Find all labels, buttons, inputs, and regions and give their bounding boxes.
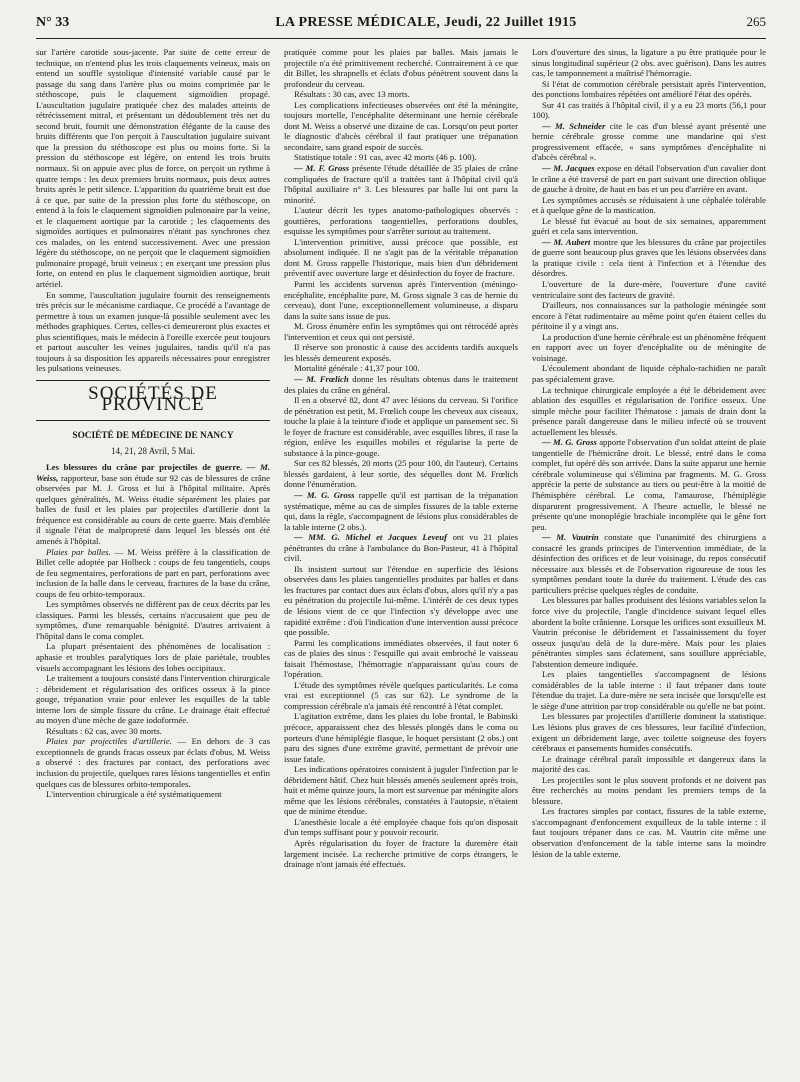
paragraph: Les projectiles sont le plus souvent profonds et ne doivent pas être recherchés au moins pendant les premiers temps de la blessure. bbox=[532, 774, 766, 806]
paragraph: Les plaies tangentielles s'accompagnent de lésions considérables de la table interne : il faut trépaner dans toute l'étendue du trajet. La dure-mère ne sera incisée que lorsqu'elle est le siège d'une attrition par trop considérable ou qu'elle ne bat point. bbox=[532, 669, 766, 711]
paragraph bbox=[284, 490, 518, 532]
paragraph: M. Gross énumère enfin les symptômes qui ont rétrocédé après l'intervention et ceux qui ont persisté. bbox=[284, 321, 518, 342]
section-rule-bottom bbox=[36, 420, 270, 421]
paragraph bbox=[36, 736, 270, 789]
paragraph: Statistique totale : 91 cas, avec 42 morts (46 p. 100). bbox=[294, 152, 477, 163]
paragraph bbox=[36, 547, 270, 600]
paragraph-text: expose en détail l'observation d'un cavalier dont le crâne a été traversé de part en part suivant une direction oblique de gauche à droite, de haut en bas et un peu d'arrière en avant. bbox=[532, 163, 766, 195]
journal-title: LA PRESSE MÉDICALE, Jeudi, 22 Juillet 1915 bbox=[275, 15, 577, 30]
page-number: 265 bbox=[746, 14, 766, 29]
paragraph bbox=[284, 374, 518, 395]
paragraph: La plupart présentaient des phénomènes de localisation : aphasie et troubles paralytiques lors de plaie pariétale, troubles visuels accompagnant les lésions des lobes occipitaux. bbox=[36, 641, 270, 673]
paragraph: La production d'une hernie cérébrale est un phénomène fréquent en rapport avec un foyer d'encéphalite ou de méningite de voisinage. bbox=[532, 331, 766, 363]
author-name: — M. Schneider bbox=[542, 120, 606, 131]
paragraph: Mortalité générale : 41,37 pour 100. bbox=[294, 363, 420, 374]
author-name: — M. Vautrin bbox=[542, 532, 599, 543]
paragraph bbox=[532, 532, 766, 595]
paragraph-text: — En dehors de 3 cas exceptionnels de grands fracas osseux par éclats d'obus, M. Weiss a observé : des fractures par contact, des perforations avec inclusion du projectile, quelques rares lésions tangentielles et enfin quelques cas de blessures orbito-temporales. bbox=[36, 736, 270, 789]
column-2 bbox=[284, 47, 518, 870]
paragraph: sur l'artère carotide sous-jacente. Par suite de cette erreur de technique, on n'entend plus les trois claquements veineux, mais on entend un souffle systolique d'intensité variable causé par le passage du sang dans l'artère plus ou moins comprimée par le stéthoscope, puis le claquement sigmoïdien propagé. L'auscultation jugulaire pratiquée chez des malades atteints de rétrécissement mitral, et présentant un dédoublement très net du second bruit, fournit une démonstration élégante de la cause des bruits différents que l'on perçoit à l'auscultation jugulaire suivant que la pression du stéthoscope est plus ou moins forte. Si la pression du stéthoscope est légère, on entend les trois bruits normaux. Si on appuie avec plus de force, on perçoit un rythme à quatre temps : les deux premiers bruits normaux, puis deux autres bruits après le petit silence. L'apparition du quatrième bruit est due à ce que, par suite de la pression plus forte du stéthoscope, on entend à la fois le claquement sigmoïdien pulmonaire par la veine, et le claquement aortique par la carotide ; les claquements des sigmoïdes aortiques et pulmonaires n'étant pas synchrones chez ces malades, on les entend successivement. Avec une pression légère du stéthoscope, on ne perçoit que le claquement sigmoïdien pulmonaire propagé, bruit veineux ; en exerçant une pression plus forte, on entend en plus le claquement sigmoïdien aortique, bruit artériel. bbox=[36, 47, 270, 290]
article-heading: Les blessures du crâne par projectiles de guerre. bbox=[46, 462, 243, 473]
paragraph: La technique chirurgicale employée a été le débridement avec ablation des esquilles et régularisation de l'orifice osseux. Une simple mèche pour faciliter l'hématose : jamais de drain dont la présence paraît dangereuse dans le milieu infecté où se trouvent actuellement les blessés. bbox=[532, 384, 766, 437]
subsection-lead: Plaies par projectiles d'artillerie. bbox=[46, 736, 172, 747]
paragraph: Les complications infectieuses observées ont été la méningite, toujours mortelle, l'encéphalite déterminant une hernie cérébrale dont M. Weiss a observé une dizaine de cas. Lorsqu'on peut porter le diagnostic d'abcès cérébral il faut pratiquer une trépanation secondaire, sans grand espoir de succès. bbox=[284, 99, 518, 152]
paragraph: L'auteur décrit les types anatomo-pathologiques observés : gouttières, perforations tangentielles, perforations doubles, esquisse les symptômes pour s'arrêter surtout au traitement. bbox=[284, 205, 518, 237]
paragraph bbox=[532, 237, 766, 279]
paragraph bbox=[532, 121, 766, 163]
paragraph: L'intervention primitive, aussi précoce que possible, est absolument indiquée. Il ne s'agit pas de la véritable trépanation dont M. Gross rappelle l'historique, mais bien d'un débridement préventif avec ouverture large et désinfection du foyer de fracture. bbox=[284, 236, 518, 279]
paragraph: Lors d'ouverture des sinus, la ligature a pu être pratiquée pour le sinus longitudinal supérieur (2 obs. avec guérison). Dans les autres cas, le tamponnement a maîtrisé l'hémorragie. bbox=[532, 47, 766, 79]
paragraph: Après régularisation du foyer de fracture la duremère était largement incisée. La recherche primitive de corps étrangers, le drainage n'ont jamais été effectués. bbox=[284, 838, 518, 870]
section-title: SOCIÉTÉS DE PROVINCE bbox=[88, 382, 218, 415]
section-rule-top bbox=[36, 380, 270, 381]
author-name: — M. Jacques bbox=[542, 163, 595, 174]
author-name: — M. G. Gross bbox=[294, 489, 355, 500]
paragraph-text: donne les résultats obtenus dans le traitement des plaies du crâne en général. bbox=[284, 373, 518, 395]
paragraph: D'ailleurs, nos connaissances sur la pathologie méningée sont encore à l'état rudimentaire au même point qu'en étaient celles du péritoine il y a vingt ans. bbox=[532, 300, 766, 332]
paragraph: Il en a observé 82, dont 47 avec lésions du cerveau. Si l'orifice de pénétration est petit, M. Frœlich coupe les cheveux aux ciseaux, touche la plaie à la teinture d'iode et applique un pansement sec. Si le foyer de fracture est considérable, avec esquilles libres, il rase la région, enlève les esquilles mobiles et régularise la perte de substance à la pince-gouge. bbox=[284, 395, 518, 458]
paragraph: Sur 41 cas traités à l'hôpital civil, il y a eu 23 morts (56,1 pour 100). bbox=[532, 99, 766, 121]
paragraph: Le traitement a toujours consisté dans l'intervention chirurgicale : débridement et régularisation des orifices osseux à la pince gouge, trépanation vraie pour enlever les esquilles de la table interne lors de simple fissure du crâne. Le drainage était effectué au moyen d'une mèche de gaze iodoformée. bbox=[36, 673, 270, 726]
subsection-lead: Plaies par balles. bbox=[46, 546, 111, 557]
paragraph-text: présente l'étude détaillée de 35 plaies de crâne compliquées de fracture qu'il a traitées tant à l'hôpital civil qu'à l'hôpital auxiliaire n° 3. Les blessures par balle lui ont paru la minorité. bbox=[284, 163, 518, 205]
session-dates: 14, 21, 28 Avril, 5 Mai. bbox=[110, 445, 196, 456]
paragraph bbox=[284, 163, 518, 205]
paragraph: Les indications opératoires consistent à juguler l'infection par le débridement hâtif. Chez huit blessés amenés seulement après trois, huit et même quinze jours, la mort est survenue par méningite alors même que les lésions cérébrales, constatées à l'autopsie, n'étaient que de minime étendue. bbox=[284, 764, 519, 817]
author-name: — M. Aubert bbox=[542, 236, 591, 247]
paragraph: Les symptômes observés ne diffèrent pas de ceux décrits par les classiques. Parmi les blessés, certains n'accusaient que peu de symptômes, d'une remarquable bénignité. D'autres arrivaient à l'hôpital dans le coma complet. bbox=[36, 599, 270, 641]
article-columns bbox=[36, 47, 766, 870]
paragraph: L'écoulement abondant de liquide céphalo-rachidien ne paraît pas spécialement grave. bbox=[532, 363, 766, 384]
issue-number: N° 33 bbox=[36, 15, 70, 30]
column-1 bbox=[36, 47, 270, 870]
paragraph-text: apporte l'observation d'un soldat atteint de plaie tangentielle de l'hémicrâne droit. Le blessé, entré dans le coma complet, fut opéré dès son arrivée. Dans la suite apparut une hernie cérébrale volumineuse qui s'élimina par fragments. M. G. Gross apprécie la perte de substance au tiers ou peut-être à la moitié de l'hémisphère cérébral. Le coma, l'amaurose, l'hémiplégie disparurent progressivement. A l'heure actuelle, le blessé ne présente qu'une monoplégie brachiale incomplète qui le gêne fort peu. bbox=[532, 437, 766, 532]
paragraph-text: constate que l'unanimité des chirurgiens a consacré les grands principes de l'intervention immédiate, de la désinfection des orifices et de leur voisinage, du repos consécutif nécessaire aux blessés et de l'observation rigoureuse de tous les symptômes pendant toute la durée du traitement. L'étude des cas particuliers précise quelques règles de conduite. bbox=[532, 532, 766, 595]
paragraph: Les fractures simples par contact, fissures de la table externe, s'accompagnant d'enfoncement exquilleux de la table interne : il faut toujours trépaner dans ce cas. M. Vautrin cite même une observation d'enfoncement de la table interne sans la moindre lésion de la table externe. bbox=[532, 806, 766, 859]
paragraph: L'ouverture de la dure-mère, l'ouverture d'une cavité ventriculaire sont des facteurs de gravité. bbox=[532, 279, 766, 300]
paragraph: Le drainage cérébral paraît impossible et dangereux dans la majorité des cas. bbox=[532, 753, 766, 775]
paragraph: Résultats : 62 cas, avec 30 morts. bbox=[46, 725, 162, 736]
paragraph: Les blessures par projectiles d'artillerie dominent la statistique. Les lésions plus graves de ces blessures, leur facilité d'infection, exigent un débridement large, avec toilette soigneuse des foyers cérébraux et pansements humides consécutifs. bbox=[532, 711, 766, 754]
paragraph bbox=[284, 532, 518, 564]
paragraph bbox=[532, 163, 766, 195]
paragraph-text: — M. Weiss préfère à la classification de Billet celle adoptée par Holbeck : coups de feu tangentiels, coups de feu segmentaires, perforations de part en part, perforations avec inclusion de la balle dans le cerveau, fractures de la base du crâne, coups de feu orbito-temporaux. bbox=[36, 546, 270, 599]
paragraph bbox=[36, 462, 270, 546]
society-title: SOCIÉTÉ DE MÉDECINE DE NANCY bbox=[72, 431, 234, 442]
paragraph-text: rappelle qu'il est partisan de la trépanation systématique, même au cas de simples fissures de la table externe qui, dans la règle, s'accompagnent de lésions plus considérables de la table interne (2 obs.). bbox=[284, 489, 518, 532]
paragraph: Les blessures par balles produisent des lésions variables selon la force vive du projectile, l'angle d'incidence suivant lequel elles abordent la boîte crânienne. Lorsque les orifices sont exsuilleux M. Vautrin préconise le débridement et l'assainissement du foyer osseux jusqu'au delà de la dure-mère. Mais pour les plaies pénétrantes simples sans éclatement, sans souillure appréciable, l'abstention demeure indiquée. bbox=[532, 595, 766, 669]
paragraph: En somme, l'auscultation jugulaire fournit des renseignements très précis sur le mécanisme cardiaque. Ce procédé a l'avantage de permettre à tous un examen jusque-là possible seulement avec les méthodes graphiques. Certes, celles-ci demeureront plus exactes et plus scientifiques, mais le médecin à l'oreille exercée peut toujours et partout ausculter les veines jugulaires, tandis qu'il n'a pas toujours à sa disposition les appareils nécessaires pour enregistrer les pulsations veineuses. bbox=[36, 289, 270, 374]
paragraph: Si l'état de commotion cérébrale persistait après l'intervention, des ponctions lombaires répétées ont amélioré l'état des opérés. bbox=[532, 78, 766, 100]
paragraph: Ils insistent surtout sur l'étendue en superficie des lésions observées dans les plaies tangentielles produites par balles et dans les fractures par contact dues aux éclats d'obus, alors qu'il n'y a pas eu pénétration du projectile lui-même. L'intérêt de ces deux types de lésions vient de ce que l'infection s'y développe avec une rapidité extrême : d'où l'indication d'une intervention aussi précoce que possible. bbox=[284, 563, 518, 638]
author-name: — M. F. Gross bbox=[294, 163, 350, 174]
column-3 bbox=[532, 47, 766, 870]
author-name: — MM. G. Michel et Jacques Leveuf bbox=[294, 532, 448, 543]
paragraph: L'étude des symptômes révèle quelques particularités. Le coma vrai est exceptionnel (5 cas sur 62). Le syndrome de la compression cérébrale n'a jamais été rencontré à l'état complet. bbox=[284, 679, 518, 711]
paragraph bbox=[532, 437, 766, 532]
author-name: — M. G. Gross bbox=[542, 437, 597, 448]
paragraph: Les symptômes accusés se réduisaient à une céphalée tolérable et à quelque gêne de la mastication. bbox=[532, 194, 766, 216]
paragraph: Le blessé fut évacué au bout de six semaines, apparemment guéri et cela sans intervention. bbox=[532, 215, 766, 237]
paragraph: Résultats : 30 cas, avec 13 morts. bbox=[294, 89, 410, 100]
paragraph-text: montre que les blessures du crâne par projectiles de guerre sont beaucoup plus graves que les lésions observées dans la pratique civile : cela tient à l'infection et à l'étendue des désordres. bbox=[532, 236, 766, 279]
paragraph-text: rapporteur, base son étude sur 92 cas de blessures de crâne observées par M. J. Gross et lui à l'hôpital militaire. Après quelques généralités, M. Weiss étudie séparément les plaies par balles de fusil et les plaies par projectiles d'artillerie dont la fréquence est considérable au cours de cette guerre. Mais d'emblée il signale l'état de malpropreté dans lequel les blessés ont été amenés à l'hôpital. bbox=[36, 472, 270, 546]
author-name: — M. Frœlich bbox=[294, 373, 349, 384]
paragraph: pratiquée comme pour les plaies par balles. Mais jamais le projectile n'a été primitivement recherché. Contrairement à ce que dit Billet, les shrapnells et éclats d'obus pénètrent souvent dans la profondeur du cerveau. bbox=[284, 47, 518, 89]
author-name: — M. Weiss, bbox=[36, 462, 271, 483]
page-header bbox=[36, 0, 766, 39]
paragraph: Parmi les complications immédiates observées, il faut noter 6 cas de plaies des sinus : l'esquille qui avait embroché le vaisseau faisait l'hémostase, l'hémorragie n'apparaissant qu'au cours de l'opération. bbox=[284, 637, 518, 680]
paragraph-text: cite le cas d'un blessé ayant présenté une hernie cérébrale grosse comme une mandarine qui s'est progressivement effacée, « sans symptômes d'encéphalite ni d'abcès cérébral ». bbox=[532, 120, 766, 163]
paragraph: L'intervention chirurgicale a été systématiquement bbox=[46, 789, 222, 800]
paragraph-text: ont vu 21 plaies pénétrantes du crâne à l'ambulance du Bon-Pasteur, 41 à l'hôpital civil. bbox=[284, 532, 518, 564]
paragraph: Parmi les accidents survenus après l'intervention (méningo-encéphalite, encéphalite pure, M. Gross signale 3 cas de hernie du cerveau), dont l'une, exceptionnellement volumineuse, a disparu dans la suite sans issue de pus. bbox=[284, 279, 518, 321]
paragraph: Sur ces 82 blessés, 20 morts (25 pour 100, dit l'auteur). Certains blessés gardaient, à leur sortie, des séquelles dont M. Frœlich donne l'énumération. bbox=[284, 458, 518, 490]
paragraph: L'anesthésie locale a été employée chaque fois qu'on disposait d'un temps suffisant pour y pouvoir recourir. bbox=[284, 816, 518, 838]
paragraph: L'agitation extrême, dans les plaies du lobe frontal, le Babinski précoce, apparaissent chez des blessés plongés dans le coma ou porteurs d'une hémiplégie flasque, le hoquet persistant (2 obs.) ont paru des signes d'une extrême gravité, permettant de prévoir une issue fatale. bbox=[284, 711, 518, 764]
paragraph: Il réserve son pronostic à cause des accidents tardifs auxquels les blessés demeurent exposés. bbox=[284, 342, 518, 363]
